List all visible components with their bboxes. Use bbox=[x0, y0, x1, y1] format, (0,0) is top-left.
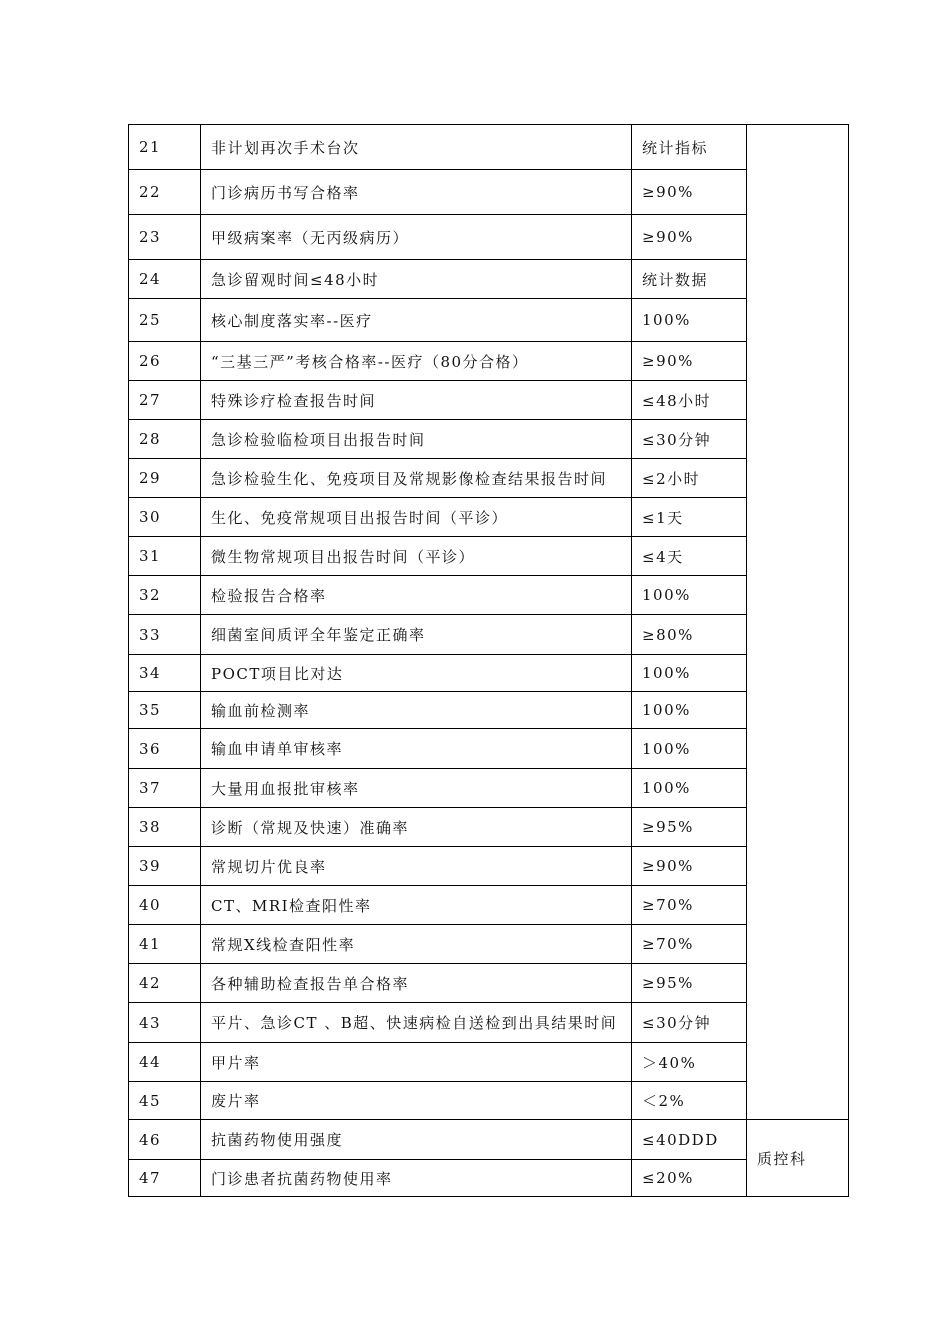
indicator-name: 大量用血报批审核率 bbox=[201, 769, 632, 808]
indicator-target: ≤48小时 bbox=[632, 381, 747, 420]
indicator-name: 微生物常规项目出报告时间（平诊） bbox=[201, 537, 632, 576]
indicator-name: 诊断（常规及快速）准确率 bbox=[201, 808, 632, 847]
row-number: 28 bbox=[129, 420, 201, 459]
indicator-name: 核心制度落实率--医疗 bbox=[201, 299, 632, 342]
indicator-target: 100% bbox=[632, 576, 747, 615]
row-number: 41 bbox=[129, 925, 201, 964]
indicator-target: 100% bbox=[632, 655, 747, 692]
row-number: 24 bbox=[129, 260, 201, 299]
indicator-name: 抗菌药物使用强度 bbox=[201, 1120, 632, 1160]
indicator-name: 急诊检验临检项目出报告时间 bbox=[201, 420, 632, 459]
table-row bbox=[129, 655, 849, 692]
indicator-name: 各种辅助检查报告单合格率 bbox=[201, 964, 632, 1003]
row-number: 40 bbox=[129, 886, 201, 925]
table-row bbox=[129, 170, 849, 215]
table-row bbox=[129, 1120, 849, 1160]
row-number: 26 bbox=[129, 342, 201, 381]
table-row bbox=[129, 1043, 849, 1082]
table-row bbox=[129, 459, 849, 498]
indicator-target: ≥70% bbox=[632, 886, 747, 925]
table-row bbox=[129, 576, 849, 615]
row-number: 23 bbox=[129, 215, 201, 260]
row-number: 22 bbox=[129, 170, 201, 215]
row-number: 37 bbox=[129, 769, 201, 808]
indicator-target: 100% bbox=[632, 769, 747, 808]
indicator-name: 门诊患者抗菌药物使用率 bbox=[201, 1160, 632, 1197]
indicator-target: 100% bbox=[632, 729, 747, 769]
table-row bbox=[129, 1003, 849, 1043]
table-row bbox=[129, 1082, 849, 1120]
row-number: 45 bbox=[129, 1082, 201, 1120]
indicator-target: ≤40DDD bbox=[632, 1120, 747, 1160]
row-number: 32 bbox=[129, 576, 201, 615]
row-number: 30 bbox=[129, 498, 201, 537]
table-row bbox=[129, 1160, 849, 1197]
row-number: 27 bbox=[129, 381, 201, 420]
indicator-target: ≤20% bbox=[632, 1160, 747, 1197]
indicator-target: ≥70% bbox=[632, 925, 747, 964]
row-number: 31 bbox=[129, 537, 201, 576]
row-number: 29 bbox=[129, 459, 201, 498]
row-number: 38 bbox=[129, 808, 201, 847]
indicator-target: ≥90% bbox=[632, 847, 747, 886]
table-row bbox=[129, 537, 849, 576]
indicator-target: 100% bbox=[632, 299, 747, 342]
table-row bbox=[129, 847, 849, 886]
table-row bbox=[129, 808, 849, 847]
table-row bbox=[129, 381, 849, 420]
row-number: 39 bbox=[129, 847, 201, 886]
indicator-name: 特殊诊疗检查报告时间 bbox=[201, 381, 632, 420]
indicator-target: ≤30分钟 bbox=[632, 1003, 747, 1043]
indicator-target: ≤2小时 bbox=[632, 459, 747, 498]
row-number: 42 bbox=[129, 964, 201, 1003]
indicator-table bbox=[128, 124, 849, 1197]
row-number: 43 bbox=[129, 1003, 201, 1043]
row-number: 21 bbox=[129, 125, 201, 170]
table-row bbox=[129, 299, 849, 342]
row-number: 47 bbox=[129, 1160, 201, 1197]
indicator-name: 细菌室间质评全年鉴定正确率 bbox=[201, 615, 632, 655]
indicator-name: 急诊检验生化、免疫项目及常规影像检查结果报告时间 bbox=[201, 459, 632, 498]
table-row bbox=[129, 260, 849, 299]
indicator-name: 门诊病历书写合格率 bbox=[201, 170, 632, 215]
indicator-name: 甲片率 bbox=[201, 1043, 632, 1082]
indicator-table-body bbox=[129, 125, 849, 1197]
indicator-target: ≥90% bbox=[632, 170, 747, 215]
row-number: 33 bbox=[129, 615, 201, 655]
indicator-name: POCT项目比对达 bbox=[201, 655, 632, 692]
indicator-target: 100% bbox=[632, 692, 747, 729]
indicator-target: ≥90% bbox=[632, 342, 747, 381]
responsible-dept-cell bbox=[747, 125, 849, 1120]
indicator-target: ≤30分钟 bbox=[632, 420, 747, 459]
indicator-name: 急诊留观时间≤48小时 bbox=[201, 260, 632, 299]
indicator-name: 输血前检测率 bbox=[201, 692, 632, 729]
table-row bbox=[129, 420, 849, 459]
indicator-target: ＜2% bbox=[632, 1082, 747, 1120]
indicator-target: ≤1天 bbox=[632, 498, 747, 537]
table-row bbox=[129, 769, 849, 808]
table-row bbox=[129, 498, 849, 537]
row-number: 44 bbox=[129, 1043, 201, 1082]
indicator-name: 平片、急诊CT 、B超、快速病检自送检到出具结果时间 bbox=[201, 1003, 632, 1043]
indicator-name: 输血申请单审核率 bbox=[201, 729, 632, 769]
table-row bbox=[129, 215, 849, 260]
row-number: 25 bbox=[129, 299, 201, 342]
indicator-name: 常规切片优良率 bbox=[201, 847, 632, 886]
row-number: 36 bbox=[129, 729, 201, 769]
indicator-target: ≤4天 bbox=[632, 537, 747, 576]
indicator-target: 统计指标 bbox=[632, 125, 747, 170]
table-row bbox=[129, 729, 849, 769]
table-row bbox=[129, 964, 849, 1003]
indicator-target: ≥95% bbox=[632, 964, 747, 1003]
indicator-target: ≥95% bbox=[632, 808, 747, 847]
indicator-target: ≥90% bbox=[632, 215, 747, 260]
indicator-target: ≥80% bbox=[632, 615, 747, 655]
indicator-name: 非计划再次手术台次 bbox=[201, 125, 632, 170]
responsible-dept-cell: 质控科 bbox=[747, 1120, 849, 1197]
indicator-target: ＞40% bbox=[632, 1043, 747, 1082]
table-row bbox=[129, 125, 849, 170]
table-row bbox=[129, 342, 849, 381]
indicator-name: “三基三严”考核合格率--医疗（80分合格） bbox=[201, 342, 632, 381]
row-number: 35 bbox=[129, 692, 201, 729]
indicator-name: 常规X线检查阳性率 bbox=[201, 925, 632, 964]
table-row bbox=[129, 692, 849, 729]
indicator-name: 甲级病案率（无丙级病历） bbox=[201, 215, 632, 260]
indicator-name: 生化、免疫常规项目出报告时间（平诊） bbox=[201, 498, 632, 537]
table-row bbox=[129, 925, 849, 964]
table-row bbox=[129, 886, 849, 925]
indicator-name: 检验报告合格率 bbox=[201, 576, 632, 615]
row-number: 46 bbox=[129, 1120, 201, 1160]
indicator-target: 统计数据 bbox=[632, 260, 747, 299]
indicator-name: CT、MRI检查阳性率 bbox=[201, 886, 632, 925]
indicator-name: 废片率 bbox=[201, 1082, 632, 1120]
row-number: 34 bbox=[129, 655, 201, 692]
table-row bbox=[129, 615, 849, 655]
